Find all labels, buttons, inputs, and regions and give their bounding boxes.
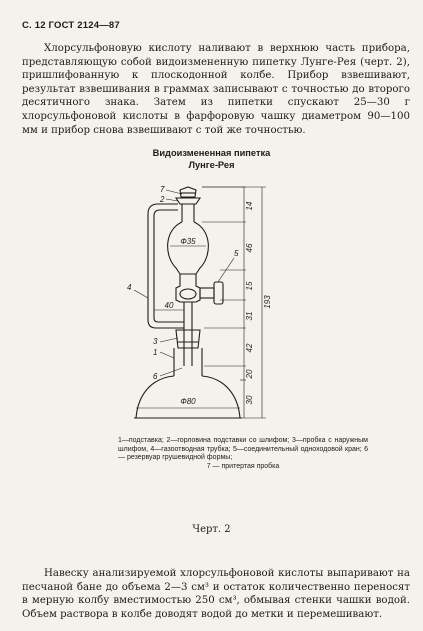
figure-title-line-2: Лунге-Рея — [188, 159, 235, 170]
dim-phi35: Ф35 — [180, 237, 196, 246]
dim-31: 31 — [245, 311, 254, 321]
paragraph-2: Навеску анализируемой хлорсульфоновой кислоты выпаривают на песчаной бане до объема 2—3 см³ и остаток количественно переносят в мерную колбу вместимостью 250 см³, обмывая стенки чашки водой. Объем раствора в колбе доводят водой до метки и перемешивают. — [22, 568, 410, 620]
leader-6 — [160, 368, 182, 376]
pipette-drawing — [120, 182, 290, 430]
ground-stopper-shape — [180, 187, 196, 197]
stopcock-handle — [214, 282, 223, 304]
leader-1 — [160, 352, 174, 358]
dim-30: 30 — [245, 395, 254, 405]
dim-20: 20 — [245, 369, 254, 379]
stopcock-body — [176, 274, 200, 302]
figure-caption — [118, 437, 368, 471]
stopcock-stem — [200, 288, 214, 298]
figure-title — [0, 148, 423, 171]
figure-label: Черт. 2 — [192, 524, 231, 535]
callout-7: 7 — [160, 185, 165, 194]
callout-3: 3 — [153, 337, 158, 346]
page-header: С. 12 ГОСТ 2124—87 — [22, 20, 120, 31]
dim-14: 14 — [245, 201, 254, 211]
callout-4: 4 — [127, 283, 132, 292]
dim-46: 46 — [245, 243, 254, 253]
caption-tail: 7 — притертая пробка — [206, 462, 280, 470]
dim-phi80: Ф80 — [180, 397, 196, 406]
paragraph-1: Хлорсульфоновую кислоту наливают в верхнюю часть прибора, представляющую собой видоизмененную пипетку Лунге-Рея (черт. 2), пришлифованную к плоскодонной колбе. Прибор взвешивают, результат взвешивания в граммах записывают с точностью до второго десятичного знака. Затем из пипетки спускают 25—30 г хлорсульфоновой кислоты в фарфоровую чашку диаметром 90—100 мм и прибор снова взвешивают с той же точностью. — [22, 43, 410, 136]
dim-42: 42 — [245, 343, 254, 353]
pear-reservoir — [168, 222, 209, 274]
leader-3 — [160, 338, 178, 342]
dim-15: 15 — [245, 281, 254, 291]
callout-2: 2 — [160, 195, 165, 204]
leader-2 — [166, 199, 178, 201]
callout-1: 1 — [153, 348, 158, 357]
base-neck-walls — [174, 348, 202, 376]
figure-title-line-1: Видоизмененная пипетка — [152, 148, 271, 158]
leader-4 — [134, 290, 148, 298]
dim-193: 193 — [263, 295, 272, 309]
callout-6: 6 — [153, 372, 158, 381]
neck-flange — [176, 198, 200, 204]
dim-40: 40 — [164, 301, 174, 310]
outer-ground-plug — [176, 330, 200, 348]
callout-5: 5 — [234, 249, 239, 258]
stopcock-plug — [180, 289, 196, 299]
caption-main: 1—подставка; 2—горловина подставки со шлифом; 3—пробка с наружным шлифом, 4—газоотводная трубка; 5—соединительный одноходовой кран; 6 — резервуар грушевидной формы; — [118, 437, 368, 462]
